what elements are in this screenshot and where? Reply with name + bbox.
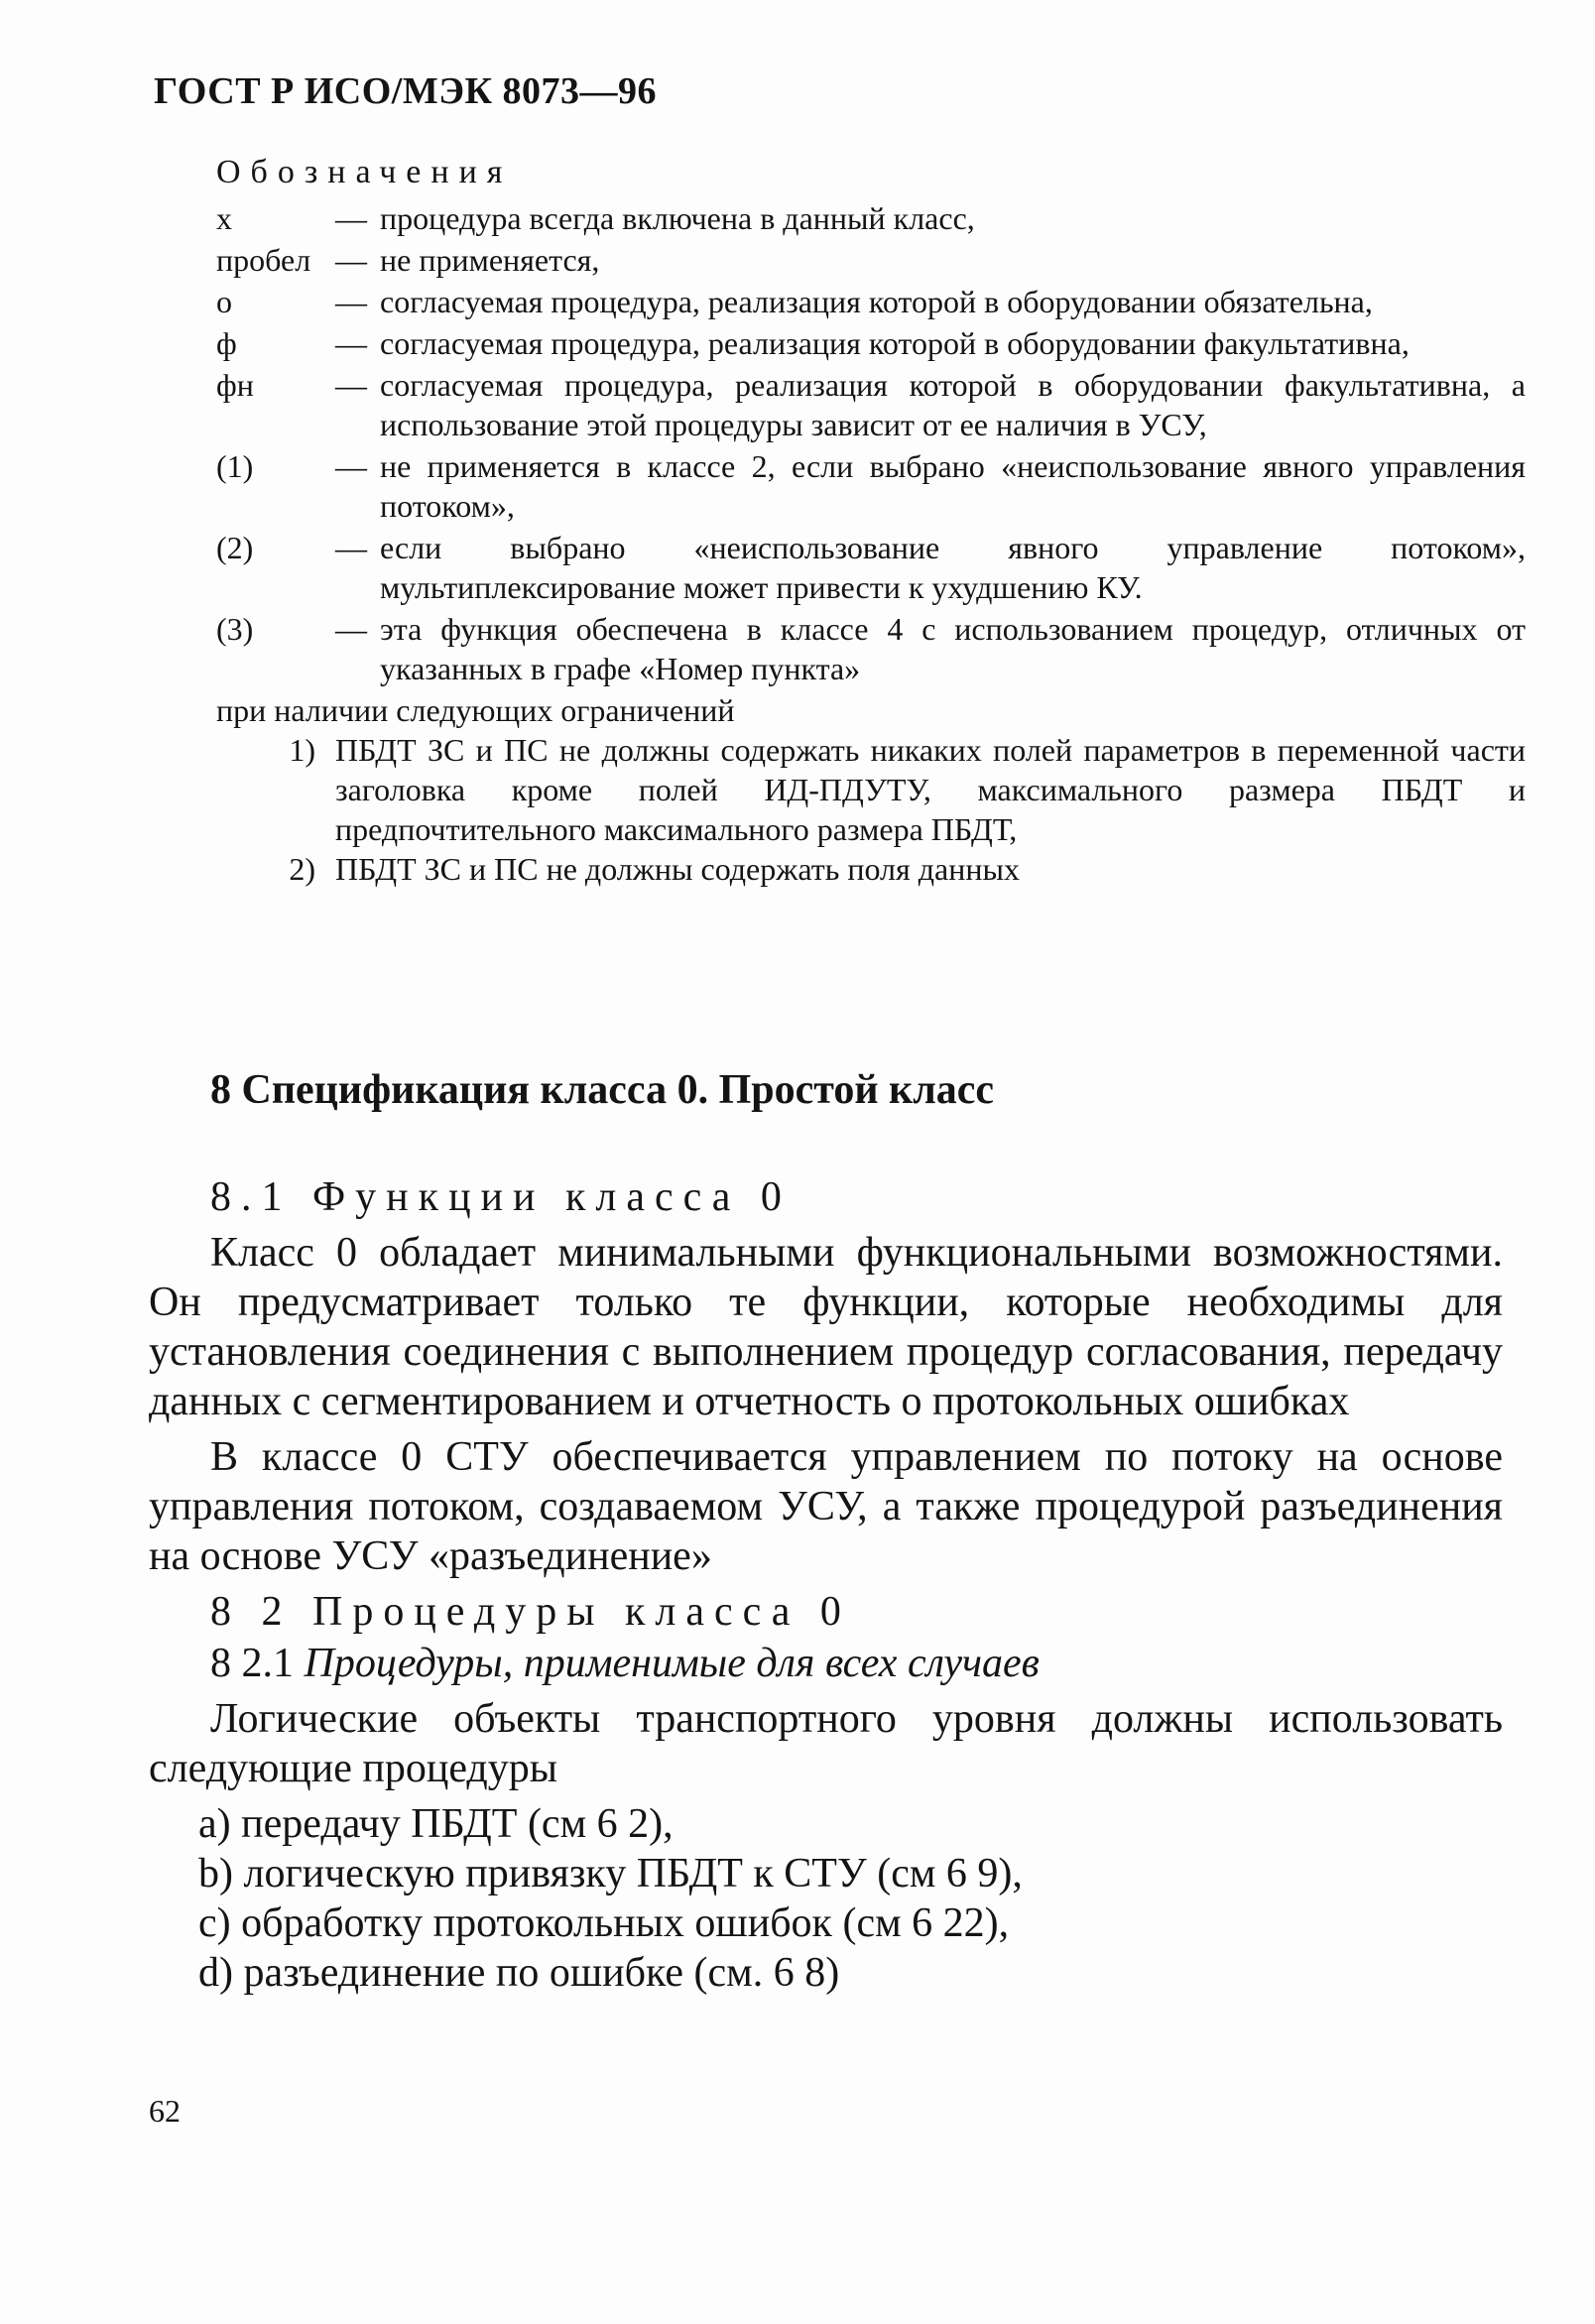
legend-symbol: фн	[216, 367, 254, 403]
subsubsection-heading	[149, 1639, 1503, 1688]
legend-dash: —	[335, 284, 367, 319]
legend-dash: —	[335, 200, 367, 236]
subsection-heading: 8.1 Функции класса 0	[210, 1174, 792, 1220]
restriction-text: ПБДТ ЗС и ПС не должны содержать никаких полей параметров в переменной части заголовка кроме полей ИД-ПДУТУ, максимального размера ПБДТ и предпочтительного максимального размера ПБДТ,	[335, 732, 1526, 847]
legend-text: не применяется,	[380, 242, 600, 278]
restriction-number: 2)	[289, 851, 315, 887]
legend-symbol: (1)	[216, 448, 254, 484]
paragraph: Класс 0 обладает минимальными функциональными возможностями. Он предусматривает только те функции, которые необходимы для установления соединения с выполнением процедур согласования, передачу данных с сегментированием и отчетность о протокольных ошибках	[149, 1230, 1503, 1424]
legend-item	[216, 323, 1526, 363]
legend-text: согласуемая процедура, реализация которой в оборудовании обязательна,	[380, 284, 1373, 319]
legend-item	[216, 240, 1526, 280]
legend-dash: —	[335, 325, 367, 361]
paragraph: Логические объекты транспортного уровня должны использовать следующие процедуры	[149, 1696, 1503, 1791]
legend-symbol: (2)	[216, 530, 254, 565]
legend-text: согласуемая процедура, реализация которой в оборудовании факультативна,	[380, 325, 1410, 361]
legend-dash: —	[335, 448, 367, 484]
legend-title: Обозначения	[216, 154, 513, 190]
page-number: 62	[149, 2093, 181, 2129]
legend-text: не применяется в классе 2, если выбрано «неиспользование явного управления потоком»,	[380, 448, 1526, 524]
section-body	[149, 1170, 1503, 1998]
legend-dash: —	[335, 367, 367, 403]
legend-symbol: ф	[216, 325, 237, 361]
legend-item	[216, 446, 1526, 526]
restriction-number: 1)	[289, 732, 315, 768]
legend-item	[216, 282, 1526, 321]
legend-item	[216, 198, 1526, 238]
legend-symbol: пробел	[216, 242, 311, 278]
restrictions-intro: при наличии следующих ограничений	[216, 692, 735, 728]
list-item: b) логическую привязку ПБДТ к СТУ (см 6 9),	[198, 1851, 1023, 1896]
list-item: a) передачу ПБДТ (см 6 2),	[198, 1801, 674, 1847]
section-title: 8 Спецификация класса 0. Простой класс	[210, 1067, 995, 1113]
page-header: ГОСТ Р ИСО/МЭК 8073—96	[154, 70, 658, 112]
legend-text: если выбрано «неиспользование явного управление потоком», мультиплексирование может привести к ухудшению КУ.	[380, 530, 1526, 605]
restriction-item	[216, 849, 1526, 889]
legend-dash: —	[335, 242, 367, 278]
subsubsection-title: Процедуры, применимые для всех случаев	[304, 1641, 1040, 1686]
paragraph: В классе 0 СТУ обеспечивается управлением по потоку на основе управления потоком, создаваемом УСУ, а также процедурой разъединения на основе УСУ «разъединение»	[149, 1434, 1503, 1579]
legend-text: процедура всегда включена в данный класс,	[380, 200, 975, 236]
legend-dash: —	[335, 611, 367, 647]
restriction-item	[216, 730, 1526, 849]
restriction-text: ПБДТ ЗС и ПС не должны содержать поля данных	[335, 851, 1020, 887]
legend-symbol: (3)	[216, 611, 254, 647]
legend-symbol: о	[216, 284, 232, 319]
legend-block	[216, 198, 1526, 889]
list-item: d) разъединение по ошибке (см. 6 8)	[198, 1950, 840, 1996]
subsection-heading: 8 2 Процедуры класса 0	[210, 1589, 851, 1635]
legend-item	[216, 528, 1526, 607]
legend-text: согласуемая процедура, реализация которой в оборудовании факультативна, а использование этой процедуры зависит от ее наличия в УСУ,	[380, 367, 1526, 442]
subsubsection-number: 8 2.1	[210, 1641, 294, 1686]
legend-dash: —	[335, 530, 367, 565]
legend-symbol: х	[216, 200, 232, 236]
legend-text: эта функция обеспечена в классе 4 с использованием процедур, отличных от указанных в графе «Номер пункта»	[380, 611, 1526, 686]
legend-item	[216, 365, 1526, 444]
list-item: c) обработку протокольных ошибок (см 6 22),	[198, 1900, 1010, 1946]
legend-item	[216, 609, 1526, 688]
